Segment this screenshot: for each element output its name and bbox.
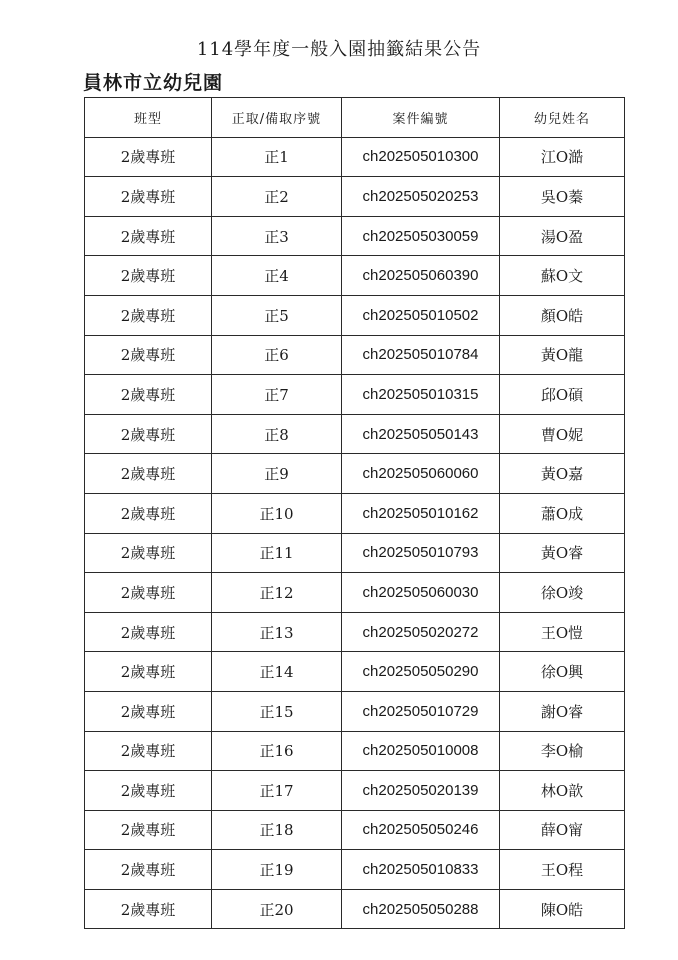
class-type-cell: 2歲專班 [85,137,212,177]
lottery-results-table [84,97,625,929]
child-name-cell: 顏O皓 [500,295,625,335]
case-number-cell: ch202505010793 [342,533,500,573]
class-type-cell: 2歲專班 [85,335,212,375]
case-number-cell: ch202505060390 [342,256,500,296]
header-class-type: 班型 [85,98,212,138]
header-admission-seq: 正取/備取序號 [212,98,342,138]
table-body [85,137,625,929]
class-type-cell: 2歲專班 [85,295,212,335]
table-row [85,612,625,652]
admission-seq-cell: 正14 [212,652,342,692]
table-row [85,889,625,929]
table-row [85,216,625,256]
child-name-cell: 吳O蓁 [500,177,625,217]
admission-seq-cell: 正18 [212,810,342,850]
case-number-cell: ch202505020139 [342,771,500,811]
admission-seq-cell: 正12 [212,573,342,613]
child-name-cell: 黃O龍 [500,335,625,375]
admission-seq-cell: 正4 [212,256,342,296]
case-number-cell: ch202505010315 [342,375,500,415]
child-name-cell: 蘇O文 [500,256,625,296]
child-name-cell: 湯O盈 [500,216,625,256]
case-number-cell: ch202505010162 [342,493,500,533]
table-row [85,256,625,296]
table-row [85,573,625,613]
header-child-name: 幼兒姓名 [500,98,625,138]
admission-seq-cell: 正20 [212,889,342,929]
admission-seq-cell: 正17 [212,771,342,811]
child-name-cell: 邱O碩 [500,375,625,415]
class-type-cell: 2歲專班 [85,533,212,573]
case-number-cell: ch202505050288 [342,889,500,929]
admission-seq-cell: 正15 [212,691,342,731]
child-name-cell: 林O歆 [500,771,625,811]
class-type-cell: 2歲專班 [85,573,212,613]
case-number-cell: ch202505030059 [342,216,500,256]
table-row [85,335,625,375]
class-type-cell: 2歲專班 [85,810,212,850]
child-name-cell: 陳O皓 [500,889,625,929]
header-case-number: 案件編號 [342,98,500,138]
table-row [85,771,625,811]
table-row [85,414,625,454]
table-row [85,177,625,217]
class-type-cell: 2歲專班 [85,691,212,731]
child-name-cell: 黃O睿 [500,533,625,573]
class-type-cell: 2歲專班 [85,771,212,811]
child-name-cell: 謝O睿 [500,691,625,731]
case-number-cell: ch202505010008 [342,731,500,771]
case-number-cell: ch202505050290 [342,652,500,692]
case-number-cell: ch202505010729 [342,691,500,731]
child-name-cell: 江O澔 [500,137,625,177]
child-name-cell: 王O程 [500,850,625,890]
admission-seq-cell: 正10 [212,493,342,533]
admission-seq-cell: 正9 [212,454,342,494]
page-title: 114學年度一般入園抽籤結果公告 [196,39,482,60]
admission-seq-cell: 正11 [212,533,342,573]
table-row [85,810,625,850]
class-type-cell: 2歲專班 [85,850,212,890]
table-row [85,295,625,335]
class-type-cell: 2歲專班 [85,493,212,533]
child-name-cell: 薛O甯 [500,810,625,850]
admission-seq-cell: 正16 [212,731,342,771]
child-name-cell: 王O愷 [500,612,625,652]
case-number-cell: ch202505050143 [342,414,500,454]
case-number-cell: ch202505010833 [342,850,500,890]
class-type-cell: 2歲專班 [85,889,212,929]
table-row [85,454,625,494]
table-row [85,652,625,692]
child-name-cell: 曹O妮 [500,414,625,454]
school-name: 員林市立幼兒園 [83,72,224,94]
class-type-cell: 2歲專班 [85,216,212,256]
admission-seq-cell: 正3 [212,216,342,256]
class-type-cell: 2歲專班 [85,177,212,217]
table-row [85,533,625,573]
class-type-cell: 2歲專班 [85,731,212,771]
table-row [85,731,625,771]
case-number-cell: ch202505060060 [342,454,500,494]
case-number-cell: ch202505050246 [342,810,500,850]
table-row [85,375,625,415]
table-header-row [85,98,625,138]
table-row [85,137,625,177]
class-type-cell: 2歲專班 [85,454,212,494]
child-name-cell: 徐O竣 [500,573,625,613]
case-number-cell: ch202505020272 [342,612,500,652]
case-number-cell: ch202505010300 [342,137,500,177]
class-type-cell: 2歲專班 [85,256,212,296]
class-type-cell: 2歲專班 [85,375,212,415]
case-number-cell: ch202505010784 [342,335,500,375]
case-number-cell: ch202505060030 [342,573,500,613]
class-type-cell: 2歲專班 [85,612,212,652]
class-type-cell: 2歲專班 [85,414,212,454]
child-name-cell: 李O榆 [500,731,625,771]
child-name-cell: 蕭O成 [500,493,625,533]
case-number-cell: ch202505020253 [342,177,500,217]
case-number-cell: ch202505010502 [342,295,500,335]
admission-seq-cell: 正5 [212,295,342,335]
table-row [85,493,625,533]
table-row [85,850,625,890]
admission-seq-cell: 正19 [212,850,342,890]
admission-seq-cell: 正7 [212,375,342,415]
admission-seq-cell: 正13 [212,612,342,652]
admission-seq-cell: 正8 [212,414,342,454]
admission-seq-cell: 正6 [212,335,342,375]
child-name-cell: 徐O興 [500,652,625,692]
admission-seq-cell: 正1 [212,137,342,177]
admission-seq-cell: 正2 [212,177,342,217]
child-name-cell: 黃O嘉 [500,454,625,494]
class-type-cell: 2歲專班 [85,652,212,692]
table-row [85,691,625,731]
